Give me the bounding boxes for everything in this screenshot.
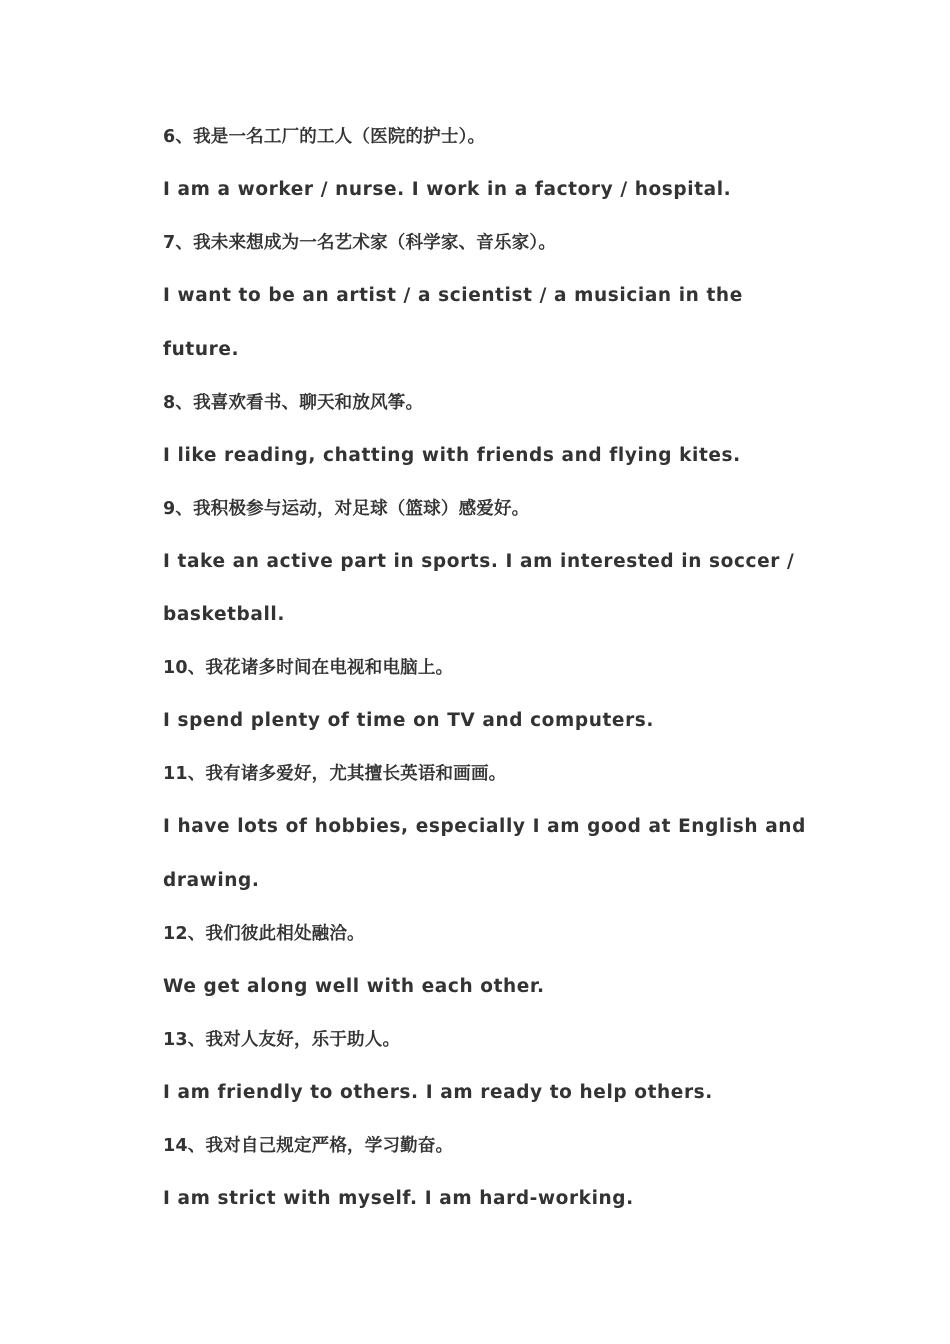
sentence-12-chinese: 12、我们彼此相处融洽。 [163, 924, 365, 944]
sentence-11-chinese: 11、我有诸多爱好，尤其擅长英语和画画。 [163, 764, 507, 784]
sentence-9-chinese: 9、我积极参与运动，对足球（篮球）感爱好。 [163, 499, 530, 519]
sentence-11-english-line-2: drawing. [163, 870, 260, 891]
sentence-8-english: I like reading, chatting with friends and flying kites. [163, 445, 741, 466]
sentence-12-english: We get along well with each other. [163, 976, 545, 997]
sentence-9-english-line-2: basketball. [163, 604, 285, 625]
sentence-10-chinese: 10、我花诸多时间在电视和电脑上。 [163, 658, 454, 678]
sentence-14-english: I am strict with myself. I am hard-working. [163, 1188, 634, 1209]
sentence-7-english-line-1: I want to be an artist / a scientist / a musician in the [163, 285, 743, 306]
sentence-7-chinese: 7、我未来想成为一名艺术家（科学家、音乐家）。 [163, 233, 557, 253]
sentence-6-chinese: 6、我是一名工厂的工人（医院的护士）。 [163, 127, 486, 147]
sentence-11-english-line-1: I have lots of hobbies, especially I am good at English and [163, 816, 806, 837]
sentence-14-chinese: 14、我对自己规定严格，学习勤奋。 [163, 1136, 454, 1156]
sentence-10-english: I spend plenty of time on TV and computers. [163, 710, 655, 731]
sentence-9-english-line-1: I take an active part in sports. I am interested in soccer / [163, 551, 795, 572]
sentence-7-english-line-2: future. [163, 339, 240, 360]
sentence-8-chinese: 8、我喜欢看书、聊天和放风筝。 [163, 393, 424, 413]
sentence-6-english: I am a worker / nurse. I work in a factory / hospital. [163, 179, 732, 200]
sentence-13-english: I am friendly to others. I am ready to help others. [163, 1082, 713, 1103]
sentence-13-chinese: 13、我对人友好，乐于助人。 [163, 1030, 401, 1050]
